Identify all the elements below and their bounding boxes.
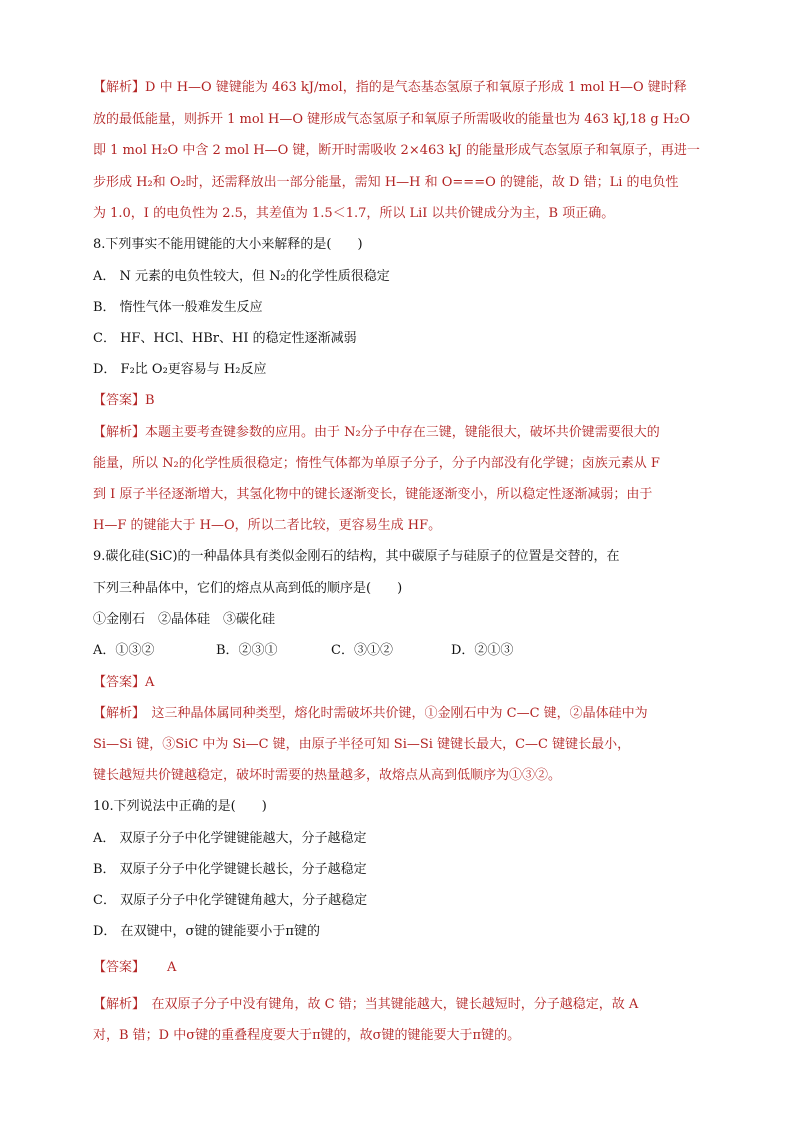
q10-answer [93, 958, 176, 978]
answer-value: A [145, 675, 155, 690]
q9-answer [93, 673, 154, 693]
analysis-line-4: 步形成 H₂和 O₂时，还需释放出一部分能量，需知 H—H 和 O===O 的键能，故 D 错；Li 的电负性 [93, 175, 679, 190]
analysis-tag: 【解析】 [93, 997, 139, 1012]
q8-option-a: A． N 元素的电负性较大，但 N₂的化学性质很稳定 [93, 269, 390, 284]
q8-option-b: B． 惰性气体一般难发生反应 [93, 300, 263, 315]
q8-analysis-line-2: 能量，所以 N₂的化学性质很稳定；惰性气体都为单原子分子，分子内部没有化学键；卤族元素从 F [93, 456, 660, 471]
q9-option-c: C．③①② [331, 643, 393, 658]
answer-tag: 【答案】 [93, 393, 146, 408]
q10-option-b: B． 双原子分子中化学键键长越长，分子越稳定 [93, 862, 367, 877]
q10-option-a: A． 双原子分子中化学键键能越大，分子越稳定 [93, 831, 367, 846]
q8-analysis-line-4: H—F 的键能大于 H—O，所以二者比较，更容易生成 HF。 [93, 518, 442, 533]
answer-tag: 【答案】 [93, 675, 146, 690]
q9-analysis-line-2: Si—Si 键，③SiC 中为 Si—C 键，由原子半径可知 Si—Si 键键长最大，C—C 键键长最小， [93, 737, 631, 752]
q8-option-d: D． F₂比 O₂更容易与 H₂反应 [93, 362, 267, 377]
analysis-line-2: 放的最低能量，则拆开 1 mol H—O 键形成气态氢原子和氧原子所需吸收的能量也为 463 kJ,18 g H₂O [93, 112, 690, 127]
analysis-line-3: 即 1 mol H₂O 中含 2 mol H—O 键，断开时需吸收 2×463 kJ 的能量形成气态氢原子和氧原子，再进一 [93, 143, 700, 158]
q9-analysis-line-1 [93, 704, 648, 724]
q10-analysis-line-1 [93, 995, 638, 1015]
answer-value: B [145, 393, 155, 408]
q9-option-b: B．②③① [216, 643, 278, 658]
answer-value: A [167, 960, 177, 975]
analysis-text: 在双原子分子中没有键角，故 C 错；当其键能越大，键长越短时，分子越稳定，故 A [138, 997, 639, 1012]
q9-options [93, 641, 513, 661]
q9-stem-line-1: 9.碳化硅(SiC)的一种晶体具有类似金刚石的结构，其中碳原子与硅原子的位置是交替的，在 [93, 549, 620, 564]
answer-tag: 【答案】 [93, 960, 146, 975]
analysis-text: 这三种晶体属同种类型，熔化时需破坏共价键，①金刚石中为 C—C 键，②晶体硅中为 [138, 706, 648, 721]
q9-option-a: A．①③② [93, 643, 155, 658]
analysis-tag: 【解析】 [93, 80, 146, 95]
analysis-tag: 【解析】 [93, 706, 139, 721]
q9-option-d: D．②①③ [451, 643, 514, 658]
q10-option-c: C． 双原子分子中化学键键角越大，分子越稳定 [93, 893, 368, 908]
q8-analysis-line-1 [93, 423, 660, 443]
q10-analysis-line-2: 对，B 错；D 中σ键的重叠程度要大于π键的，故σ键的键能要大于π键的。 [93, 1028, 521, 1043]
q9-analysis-line-3: 键长越短共价键越稳定，破坏时需要的热量越多，故熔点从高到低顺序为①③②。 [93, 768, 562, 783]
analysis-tag: 【解析】 [93, 425, 146, 440]
q8-answer [93, 391, 155, 411]
q8-stem: 8.下列事实不能用键能的大小来解释的是( ) [93, 237, 363, 252]
analysis-text: D 中 H—O 键键能为 463 kJ/mol，指的是气态基态氢原子和氧原子形成 1 mol H—O 键时释 [145, 80, 687, 95]
analysis-line-1 [93, 78, 687, 98]
q9-items: ①金刚石 ②晶体硅 ③碳化硅 [93, 612, 276, 627]
analysis-text: 本题主要考查键参数的应用。由于 N₂分子中存在三键，键能很大，破坏共价键需要很大的 [145, 425, 660, 440]
q8-analysis-line-3: 到 I 原子半径逐渐增大，其氢化物中的键长逐渐变长，键能逐渐变小，所以稳定性逐渐减弱；由于 [93, 487, 653, 502]
q10-option-d: D． 在双键中，σ键的键能要小于π键的 [93, 924, 320, 939]
q9-stem-line-2: 下列三种晶体中，它们的熔点从高到低的顺序是( ) [93, 581, 403, 596]
q8-option-c: C． HF、HCl、HBr、HI 的稳定性逐渐减弱 [93, 331, 357, 346]
q10-stem: 10.下列说法中正确的是( ) [93, 799, 267, 814]
analysis-line-5: 为 1.0，I 的电负性为 2.5，其差值为 1.5＜1.7，所以 LiI 以共价键成分为主，B 项正确。 [93, 206, 615, 221]
